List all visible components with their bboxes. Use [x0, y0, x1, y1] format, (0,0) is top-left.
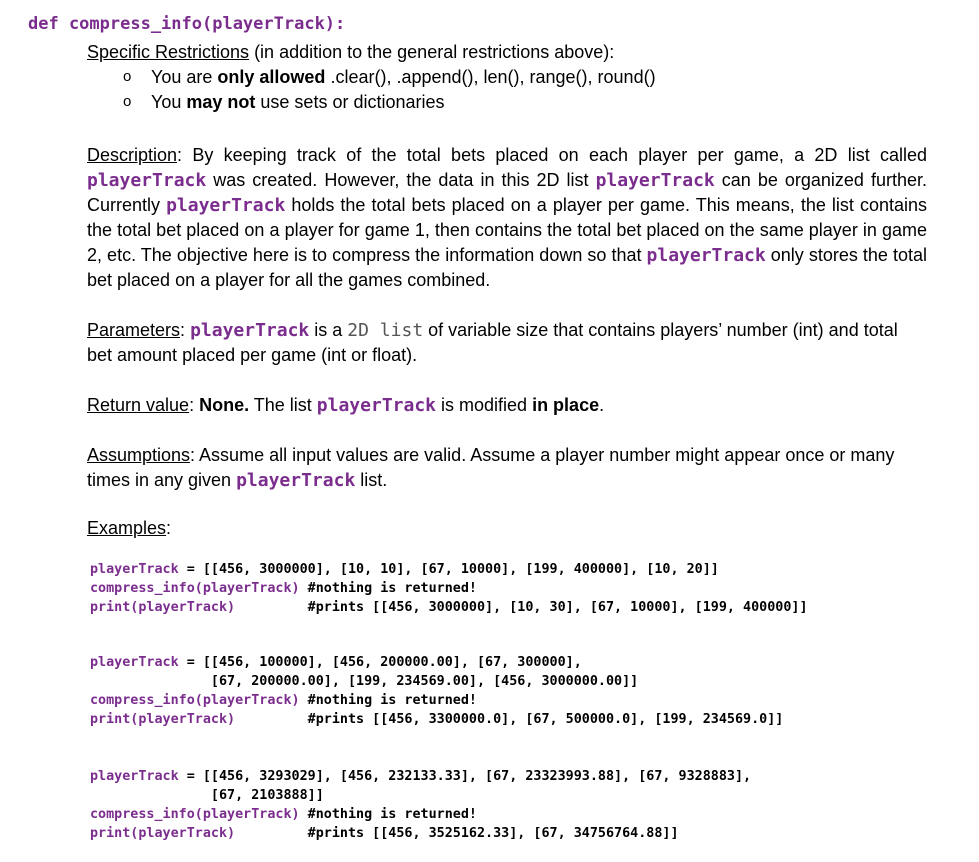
- example-code-block: [90, 634, 783, 748]
- parameters-label: Parameters: [87, 320, 181, 340]
- parameters-paragraph: Parameters: playerTrack is a 2D list of variable size that contains players’ number (int) and total bet amount placed per game (int or float).: [87, 320, 898, 365]
- code-line: print(playerTrack) #prints [[456, 3000000], [10, 30], [67, 10000], [199, 400000]]: [90, 600, 808, 615]
- restriction-item: o You are only allowed .clear(), .append(), len(), range(), round(): [123, 65, 656, 90]
- code-line: [67, 2103888]]: [90, 788, 324, 803]
- inline-code: playerTrack: [316, 395, 437, 416]
- inline-code: playerTrack: [646, 245, 766, 266]
- inline-code: playerTrack: [87, 170, 207, 191]
- code-line: compress_info(playerTrack) #nothing is returned!: [90, 581, 477, 596]
- inline-code: playerTrack: [595, 170, 715, 191]
- assumptions-paragraph: Assumptions: Assume all input values are valid. Assume a player number might appear once or many times in any given playerTrack list.: [87, 445, 895, 491]
- code-line: compress_info(playerTrack) #nothing is returned!: [90, 807, 477, 822]
- description-label: Description: [87, 145, 178, 165]
- code-line: playerTrack = [[456, 3293029], [456, 232133.33], [67, 23323993.88], [67, 9328883],: [90, 769, 752, 784]
- restriction-item: o You may not use sets or dictionaries: [123, 90, 656, 115]
- inline-code: playerTrack: [190, 320, 310, 341]
- example-code-block: [90, 748, 751, 862]
- restrictions-list: [87, 65, 656, 115]
- example-code-block: [90, 541, 808, 636]
- function-signature: def compress_info(playerTrack):: [28, 14, 346, 34]
- restrictions-heading: Specific Restrictions (in addition to the general restrictions above):: [87, 42, 615, 62]
- code-line: print(playerTrack) #prints [[456, 3525162.33], [67, 34756764.88]]: [90, 826, 679, 841]
- inline-code: playerTrack: [236, 470, 356, 491]
- code-line: compress_info(playerTrack) #nothing is returned!: [90, 693, 477, 708]
- restrictions-section: [87, 40, 656, 115]
- assumptions-label: Assumptions: [87, 445, 191, 465]
- inline-code: playerTrack: [166, 195, 286, 216]
- return-value-paragraph: Return value: None. The list playerTrack is modified in place.: [87, 395, 605, 416]
- code-line: print(playerTrack) #prints [[456, 3300000.0], [67, 500000.0], [199, 234569.0]]: [90, 712, 784, 727]
- return-value-label: Return value: [87, 395, 190, 415]
- code-line: playerTrack = [[456, 100000], [456, 200000.00], [67, 300000],: [90, 655, 582, 670]
- description-paragraph: Description: By keeping track of the total bets placed on each player per game, a 2D list called playerTrack was created. However, the data in this 2D list playerTrack can be organized further. Currently playerTrack holds the total bets placed on a player per game. This means, the list contains the total bet placed on a player for game 1, then contains the total bet placed on the same player in game 2, etc. The objective here is to compress the information down so that playerTrack only stores the total bet placed on a player for all the games combined.: [87, 145, 927, 290]
- examples-heading: Examples:: [87, 518, 172, 538]
- code-line: [67, 200000.00], [199, 234569.00], [456, 3000000.00]]: [90, 674, 639, 689]
- inline-code-type: 2D list: [347, 320, 424, 341]
- code-line: playerTrack = [[456, 3000000], [10, 10], [67, 10000], [199, 400000], [10, 20]]: [90, 562, 719, 577]
